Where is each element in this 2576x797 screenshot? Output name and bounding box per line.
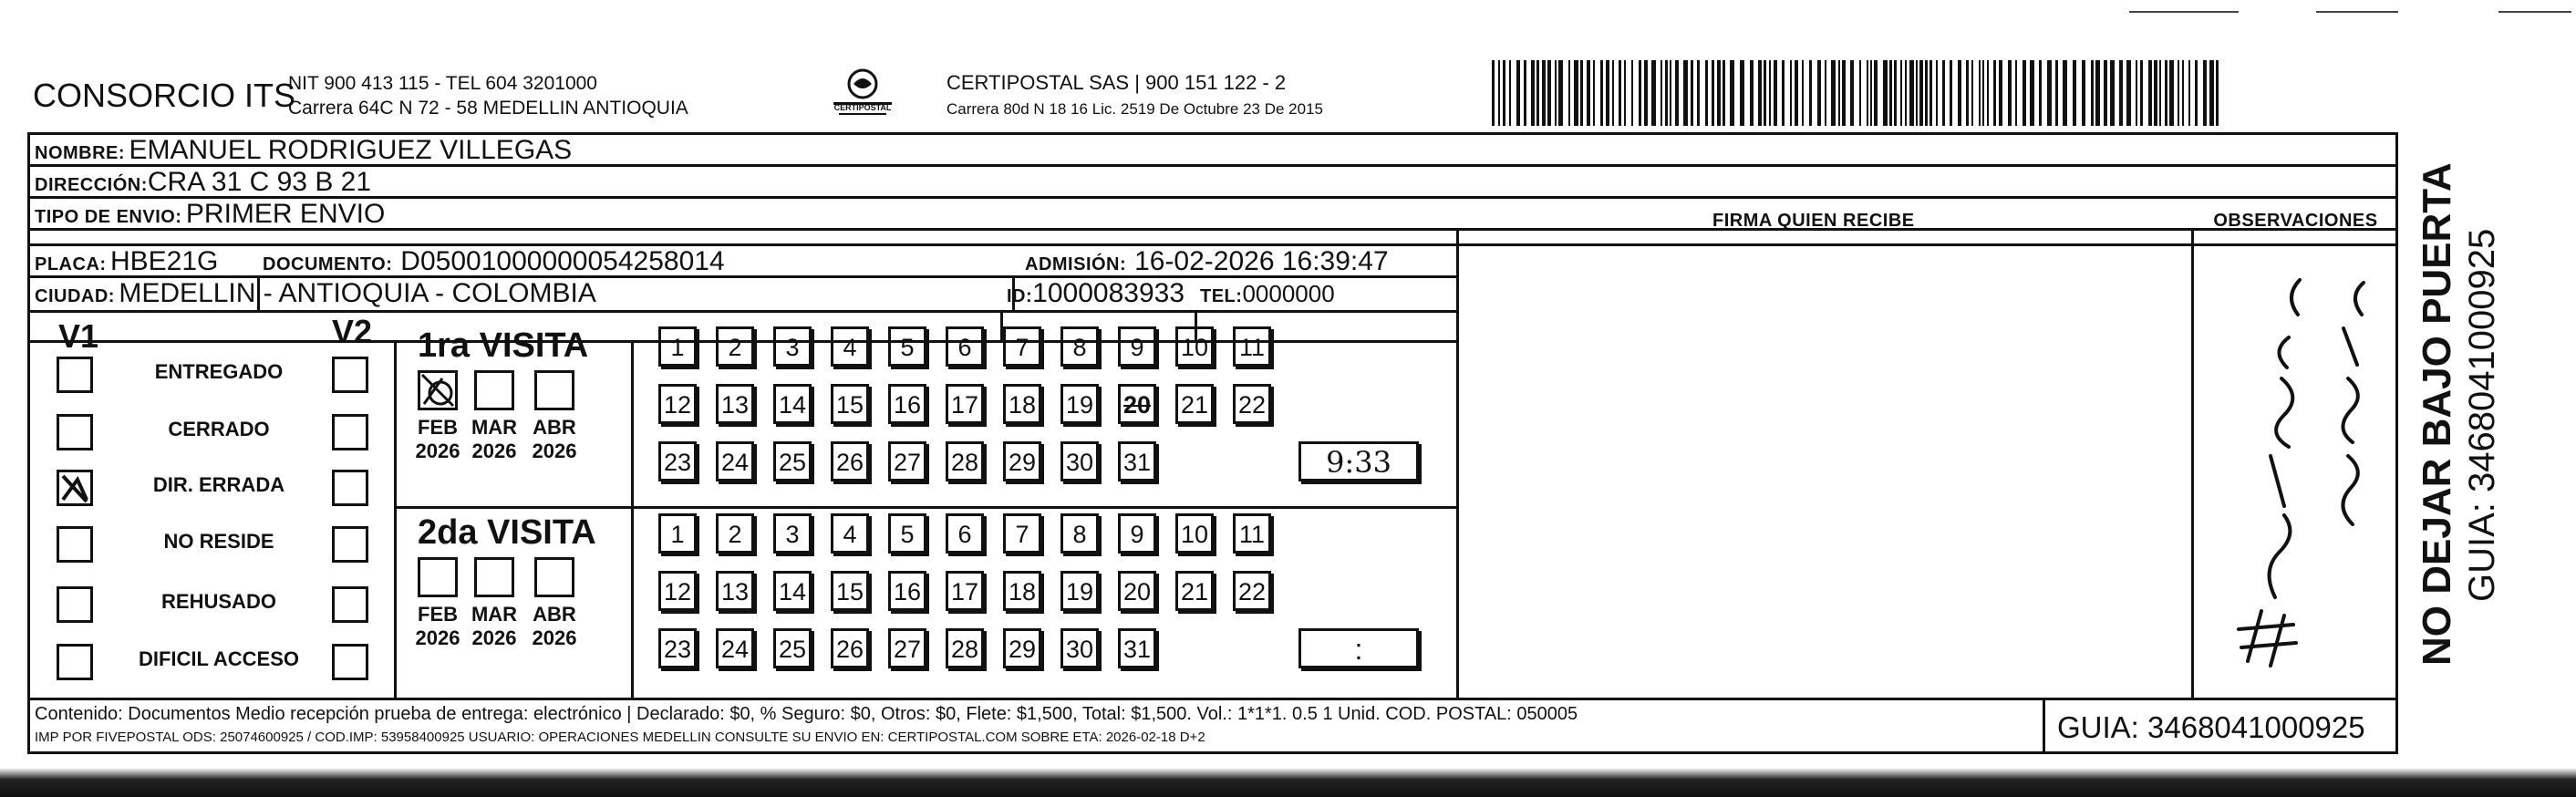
barcode-bar	[2209, 60, 2214, 126]
carrier-name: CERTIPOSTAL SAS | 900 151 122 - 2	[947, 71, 1287, 94]
barcode-bar	[2126, 60, 2131, 126]
barcode-bar	[2188, 60, 2190, 126]
barcode-bar	[1712, 60, 1714, 126]
visit2-day-box[interactable]: 25	[773, 628, 812, 668]
barcode-bar	[1665, 60, 1668, 126]
admision-label: ADMISIÓN:	[1025, 254, 1127, 274]
barcode-bar	[1874, 60, 1878, 126]
barcode-bar	[1531, 60, 1535, 126]
barcode-bar	[1660, 60, 1662, 126]
barcode-bar	[1670, 60, 1671, 126]
barcode-bar	[1936, 60, 1938, 126]
barcode-bar	[2091, 60, 2094, 126]
status-label: CERRADO	[168, 418, 270, 440]
barcode-bar	[1740, 60, 1744, 126]
documento-value: D05001000000054258014	[400, 246, 725, 276]
visit2-day-box[interactable]: 5	[888, 513, 926, 554]
nombre-value: EMANUEL RODRIGUEZ VILLEGAS	[129, 135, 573, 165]
barcode-bar	[1979, 60, 1981, 126]
logo-text: CERTIPOSTAL	[833, 103, 892, 112]
id-value: 1000083933	[1032, 278, 1185, 308]
visit1-day-box[interactable]: 16	[888, 384, 926, 424]
visit2-day-box[interactable]: 31	[1118, 628, 1156, 668]
barcode-bar	[1950, 60, 1952, 126]
barcode-bar	[1859, 60, 1861, 126]
v1-checkbox[interactable]	[57, 586, 93, 623]
visit1-month-checkbox[interactable]	[418, 370, 458, 410]
visit2-day-box[interactable]: 7	[1003, 513, 1041, 554]
barcode-bar	[2178, 60, 2179, 126]
month-name: MAR	[471, 603, 518, 626]
barcode-bar	[1764, 60, 1766, 126]
barcode-bar	[1524, 60, 1526, 126]
v1-label: V1	[58, 317, 99, 355]
certipostal-logo-icon	[832, 66, 894, 124]
barcode-bar	[1612, 60, 1614, 126]
visit2-month-label	[467, 603, 522, 650]
admision-value: 16-02-2026 16:39:47	[1134, 246, 1389, 276]
visit1-day-box[interactable]: 24	[716, 441, 754, 481]
v2-checkbox[interactable]	[332, 414, 368, 450]
visit1-day-box[interactable]: 17	[946, 384, 984, 424]
barcode-bar	[2063, 60, 2067, 126]
barcode-bar	[2082, 60, 2085, 126]
barcode-bar	[1675, 60, 1679, 126]
barcode-bar	[1883, 60, 1888, 126]
barcode-bar	[2140, 60, 2143, 126]
visit2-day-box[interactable]: 22	[1233, 571, 1271, 611]
visit2-day-box[interactable]: 18	[1003, 571, 1041, 611]
barcode-bar	[2047, 60, 2052, 126]
ciudad-label: CIUDAD:	[35, 286, 115, 306]
visit2-month-checkbox[interactable]	[534, 557, 574, 597]
barcode-bar	[1503, 60, 1505, 126]
visit1-day-box[interactable]: 4	[831, 326, 869, 367]
barcode-bar	[2073, 60, 2076, 126]
tel-value: 0000000	[1242, 280, 1335, 307]
barcode-bar	[1900, 60, 1902, 126]
tel-label: TEL:	[1200, 286, 1243, 306]
barcode-bar	[1993, 60, 1996, 126]
visit2-day-box[interactable]: 21	[1175, 571, 1214, 611]
barcode-bar	[1568, 60, 1570, 126]
barcode-bar	[1558, 60, 1563, 126]
barcode-bar	[2203, 60, 2207, 126]
barcode-bar	[1639, 60, 1641, 126]
barcode-bar	[1509, 60, 1511, 126]
ciudad-value: MEDELLIN - ANTIOQUIA - COLOMBIA	[119, 278, 596, 308]
barcode-bar	[1498, 60, 1500, 126]
v2-checkbox[interactable]	[332, 470, 368, 506]
visit2-day-box[interactable]: 8	[1060, 513, 1099, 554]
scan-mark	[2498, 11, 2571, 13]
visit1-day-box[interactable]: 27	[888, 441, 926, 481]
barcode-bar	[1958, 60, 1961, 126]
visit2-day-box[interactable]: 10	[1175, 513, 1214, 554]
visit2-title: 2da VISITA	[418, 513, 596, 552]
visit1-month-checkbox[interactable]	[474, 370, 514, 410]
placa-value: HBE21G	[110, 246, 219, 276]
barcode-bar	[2216, 60, 2219, 126]
barcode-bar	[1683, 60, 1688, 126]
visit1-day-box[interactable]: 8	[1060, 326, 1099, 367]
barcode-bar	[1769, 60, 1771, 126]
company-name: CONSORCIO ITS	[33, 77, 296, 114]
visit1-day-box[interactable]: 11	[1233, 326, 1271, 367]
barcode-bar	[2182, 60, 2184, 126]
company-address: Carrera 64C N 72 - 58 MEDELLIN ANTIOQUIA	[288, 98, 688, 119]
barcode-bar	[2055, 60, 2058, 126]
footer-guia: GUIA: 3468041000925	[2057, 710, 2365, 744]
visit2-day-box[interactable]: 14	[773, 571, 812, 611]
barcode-bar	[1542, 60, 1546, 126]
v2-checkbox[interactable]	[332, 526, 368, 563]
barcode-bar	[2095, 60, 2100, 126]
barcode-bar	[1999, 60, 2002, 126]
barcode-bar	[1842, 60, 1846, 126]
visit2-day-box[interactable]: 15	[831, 571, 869, 611]
status-label: DIR. ERRADA	[152, 473, 285, 496]
barcode-bar	[2148, 60, 2152, 126]
barcode-bar	[1894, 60, 1897, 126]
visit2-day-box[interactable]: 13	[716, 571, 754, 611]
v1-checkbox[interactable]	[57, 357, 93, 393]
visit2-day-box[interactable]: 28	[946, 628, 984, 668]
barcode-bar	[1624, 60, 1626, 126]
scan-mark	[2316, 11, 2398, 13]
barcode-bar	[1705, 60, 1708, 126]
visit1-day-box[interactable]: 2	[716, 326, 754, 367]
visit1-title: 1ra VISITA	[418, 326, 589, 365]
status-label: REHUSADO	[161, 590, 276, 613]
observation-handwriting	[2198, 260, 2389, 688]
barcode-bar	[1580, 60, 1583, 126]
visit1-day-box[interactable]: 20	[1118, 384, 1156, 424]
status-label: ENTREGADO	[154, 360, 284, 383]
visit2-day-box[interactable]: 2	[716, 513, 754, 554]
visit1-day-box[interactable]: 12	[658, 384, 697, 424]
barcode-bar	[1547, 60, 1551, 126]
barcode-bar	[2154, 60, 2157, 126]
barcode-bar	[2119, 60, 2123, 126]
barcode-bar	[2030, 60, 2034, 126]
v2-checkbox[interactable]	[332, 357, 368, 393]
v1-checkbox[interactable]	[57, 470, 93, 506]
company-nit: NIT 900 413 115 - TEL 604 3201000	[288, 73, 597, 94]
v2-checkbox[interactable]	[332, 644, 368, 680]
barcode-bar	[1916, 60, 1918, 126]
visit1-day-box[interactable]: 6	[946, 326, 984, 367]
month-year: 2026	[471, 626, 517, 649]
visit1-day-box[interactable]: 15	[831, 384, 869, 424]
barcode-bar	[1606, 60, 1609, 126]
barcode-bar	[1838, 60, 1840, 126]
visit1-month-label	[410, 416, 465, 463]
barcode-bar	[1925, 60, 1928, 126]
barcode-bar	[1919, 60, 1923, 126]
firma-header: FIRMA QUIEN RECIBE	[1712, 211, 1915, 231]
visit2-day-box[interactable]: 16	[888, 571, 926, 611]
barcode-bar	[1942, 60, 1945, 126]
visit1-day-box[interactable]: 9	[1118, 326, 1156, 367]
barcode-bar	[1723, 60, 1725, 126]
barcode-bar	[1971, 60, 1973, 126]
v1-checkbox[interactable]	[57, 414, 93, 450]
barcode	[1492, 60, 2221, 126]
visit1-day-box[interactable]: 22	[1233, 384, 1271, 424]
scan-mark	[2129, 11, 2239, 13]
visit2-day-box[interactable]: 30	[1060, 628, 1099, 668]
barcode-bar	[1697, 60, 1700, 126]
visit2-day-box[interactable]: 1	[658, 513, 697, 554]
visit2-day-box[interactable]: 12	[658, 571, 697, 611]
footer-imp: IMP POR FIVEPOSTAL ODS: 25074600925 / COD.IMP: 53958400925 USUARIO: OPERACIONES MEDELLIN CONSULTE SU ENVIO EN: CERTIPOSTAL.COM SOBRE ETA: 2026-02-18 D+2	[35, 730, 1205, 745]
visit1-day-box[interactable]: 25	[773, 441, 812, 481]
visit1-day-box[interactable]: 14	[773, 384, 812, 424]
visit2-day-box[interactable]: 20	[1118, 571, 1156, 611]
visit2-day-box[interactable]: 29	[1003, 628, 1041, 668]
barcode-bar	[1717, 60, 1721, 126]
barcode-bar	[1492, 60, 1495, 126]
visit1-day-box[interactable]: 26	[831, 441, 869, 481]
visit2-day-box[interactable]: 19	[1060, 571, 1099, 611]
visit1-day-box[interactable]: 1	[658, 326, 697, 367]
barcode-bar	[1691, 60, 1693, 126]
documento-label: DOCUMENTO:	[263, 254, 393, 274]
barcode-bar	[1817, 60, 1821, 126]
barcode-bar	[1593, 60, 1595, 126]
barcode-bar	[1555, 60, 1557, 126]
month-year: 2026	[415, 626, 460, 649]
visit1-day-box[interactable]: 29	[1003, 441, 1041, 481]
barcode-bar	[2169, 60, 2174, 126]
barcode-bar	[1536, 60, 1539, 126]
tipo-envio-label: TIPO DE ENVIO:	[35, 207, 182, 227]
visit1-month-checkbox[interactable]	[534, 370, 574, 410]
visit1-day-box[interactable]: 30	[1060, 441, 1099, 481]
barcode-bar	[1905, 60, 1907, 126]
visit2-month-label	[527, 603, 582, 650]
barcode-bar	[2039, 60, 2042, 126]
visit1-day-box[interactable]: 13	[716, 384, 754, 424]
visit1-day-box[interactable]: 28	[946, 441, 984, 481]
visit1-day-box[interactable]: 3	[773, 326, 812, 367]
month-name: MAR	[471, 416, 518, 439]
barcode-bar	[1870, 60, 1872, 126]
v2-checkbox[interactable]	[332, 586, 368, 623]
month-name: ABR	[533, 603, 576, 626]
barcode-bar	[2165, 60, 2167, 126]
visit2-day-box[interactable]: 17	[946, 571, 984, 611]
barcode-bar	[2008, 60, 2012, 126]
barcode-bar	[1889, 60, 1892, 126]
barcode-bar	[1867, 60, 1868, 126]
visit2-day-box[interactable]: 23	[658, 628, 697, 668]
visit2-month-checkbox[interactable]	[418, 557, 458, 597]
id-label: ID:	[1007, 286, 1033, 306]
visit1-day-box[interactable]: 10	[1175, 326, 1214, 367]
month-year: 2026	[471, 440, 517, 462]
barcode-bar	[1631, 60, 1633, 126]
barcode-bar	[2136, 60, 2137, 126]
barcode-bar	[1825, 60, 1826, 126]
barcode-bar	[1782, 60, 1785, 126]
tipo-envio-value: PRIMER ENVIO	[185, 199, 386, 229]
v1-checkbox[interactable]	[57, 644, 93, 680]
barcode-bar	[2023, 60, 2026, 126]
direccion-label: DIRECCIÓN:	[35, 175, 148, 195]
barcode-bar	[1966, 60, 1969, 126]
status-label: DIFICIL ACCESO	[138, 647, 299, 670]
barcode-bar	[1730, 60, 1734, 126]
barcode-bar	[2104, 60, 2107, 126]
visit2-month-label	[410, 603, 465, 650]
month-name: FEB	[418, 603, 458, 626]
barcode-bar	[1795, 60, 1798, 126]
visit1-day-box[interactable]: 18	[1003, 384, 1041, 424]
barcode-bar	[1587, 60, 1590, 126]
nombre-label: NOMBRE:	[35, 143, 126, 163]
barcode-bar	[2159, 60, 2161, 126]
visit2-day-box[interactable]: 9	[1118, 513, 1156, 554]
visit1-day-box[interactable]: 21	[1175, 384, 1214, 424]
carrier-license: Carrera 80d N 18 16 Lic. 2519 De Octubre 23 De 2015	[947, 100, 1323, 118]
month-year: 2026	[415, 440, 460, 462]
visit1-day-box[interactable]: 7	[1003, 326, 1041, 367]
visit2-day-box[interactable]: 4	[831, 513, 869, 554]
visit2-time-box[interactable]: :	[1298, 628, 1419, 668]
visit1-day-box[interactable]: 5	[888, 326, 926, 367]
visit2-day-box[interactable]: 24	[716, 628, 754, 668]
barcode-bar	[1929, 60, 1932, 126]
barcode-bar	[1516, 60, 1520, 126]
barcode-bar	[1600, 60, 1603, 126]
barcode-bar	[2195, 60, 2198, 126]
v2-label: V2	[332, 313, 373, 350]
barcode-bar	[1809, 60, 1812, 126]
side-guia: GUIA: 3468041000925	[2462, 228, 2502, 602]
visit2-day-box[interactable]: 26	[831, 628, 869, 668]
barcode-bar	[1982, 60, 1984, 126]
barcode-bar	[1790, 60, 1792, 126]
side-warning: NO DEJAR BAJO PUERTA	[2415, 162, 2459, 666]
visit1-time-box[interactable]: 9:33	[1298, 441, 1419, 481]
barcode-bar	[1644, 60, 1648, 126]
month-name: ABR	[533, 416, 576, 439]
barcode-bar	[1651, 60, 1656, 126]
placa-label: PLACA:	[35, 254, 107, 274]
month-year: 2026	[532, 626, 577, 649]
barcode-bar	[1758, 60, 1762, 126]
barcode-bar	[1850, 60, 1854, 126]
observaciones-header: OBSERVACIONES	[2213, 211, 2378, 231]
footer-content: Contenido: Documentos Medio recepción prueba de entrega: electrónico | Declarado: $0, % Seguro: $0, Otros: $0, Flete: $1,500, Total: $1,500. Vol.: 1*1*1. 0.5 1 Unid. COD. POSTAL: 050005	[35, 704, 1578, 724]
visit2-day-box[interactable]: 6	[946, 513, 984, 554]
visit1-month-label	[527, 416, 582, 463]
month-name: FEB	[418, 416, 458, 439]
barcode-bar	[1831, 60, 1836, 126]
visit2-month-checkbox[interactable]	[474, 557, 514, 597]
barcode-bar	[1774, 60, 1777, 126]
barcode-bar	[1909, 60, 1914, 126]
barcode-bar	[1987, 60, 1989, 126]
visit1-day-box[interactable]: 23	[658, 441, 697, 481]
visit2-day-box[interactable]: 11	[1233, 513, 1271, 554]
visit2-day-box[interactable]: 3	[773, 513, 812, 554]
v1-checkbox[interactable]	[57, 526, 93, 563]
barcode-bar	[1574, 60, 1578, 126]
scan-edge	[0, 768, 2576, 797]
status-label: NO RESIDE	[163, 530, 274, 553]
visit1-day-box[interactable]: 19	[1060, 384, 1099, 424]
visit1-month-label	[467, 416, 522, 463]
visit1-day-box[interactable]: 31	[1118, 441, 1156, 481]
barcode-bar	[1619, 60, 1621, 126]
barcode-bar	[2015, 60, 2017, 126]
barcode-bar	[1750, 60, 1754, 126]
barcode-bar	[1802, 60, 1804, 126]
month-year: 2026	[532, 440, 577, 462]
visit2-day-box[interactable]: 27	[888, 628, 926, 668]
barcode-bar	[2110, 60, 2115, 126]
direccion-value: CRA 31 C 93 B 21	[147, 167, 372, 197]
